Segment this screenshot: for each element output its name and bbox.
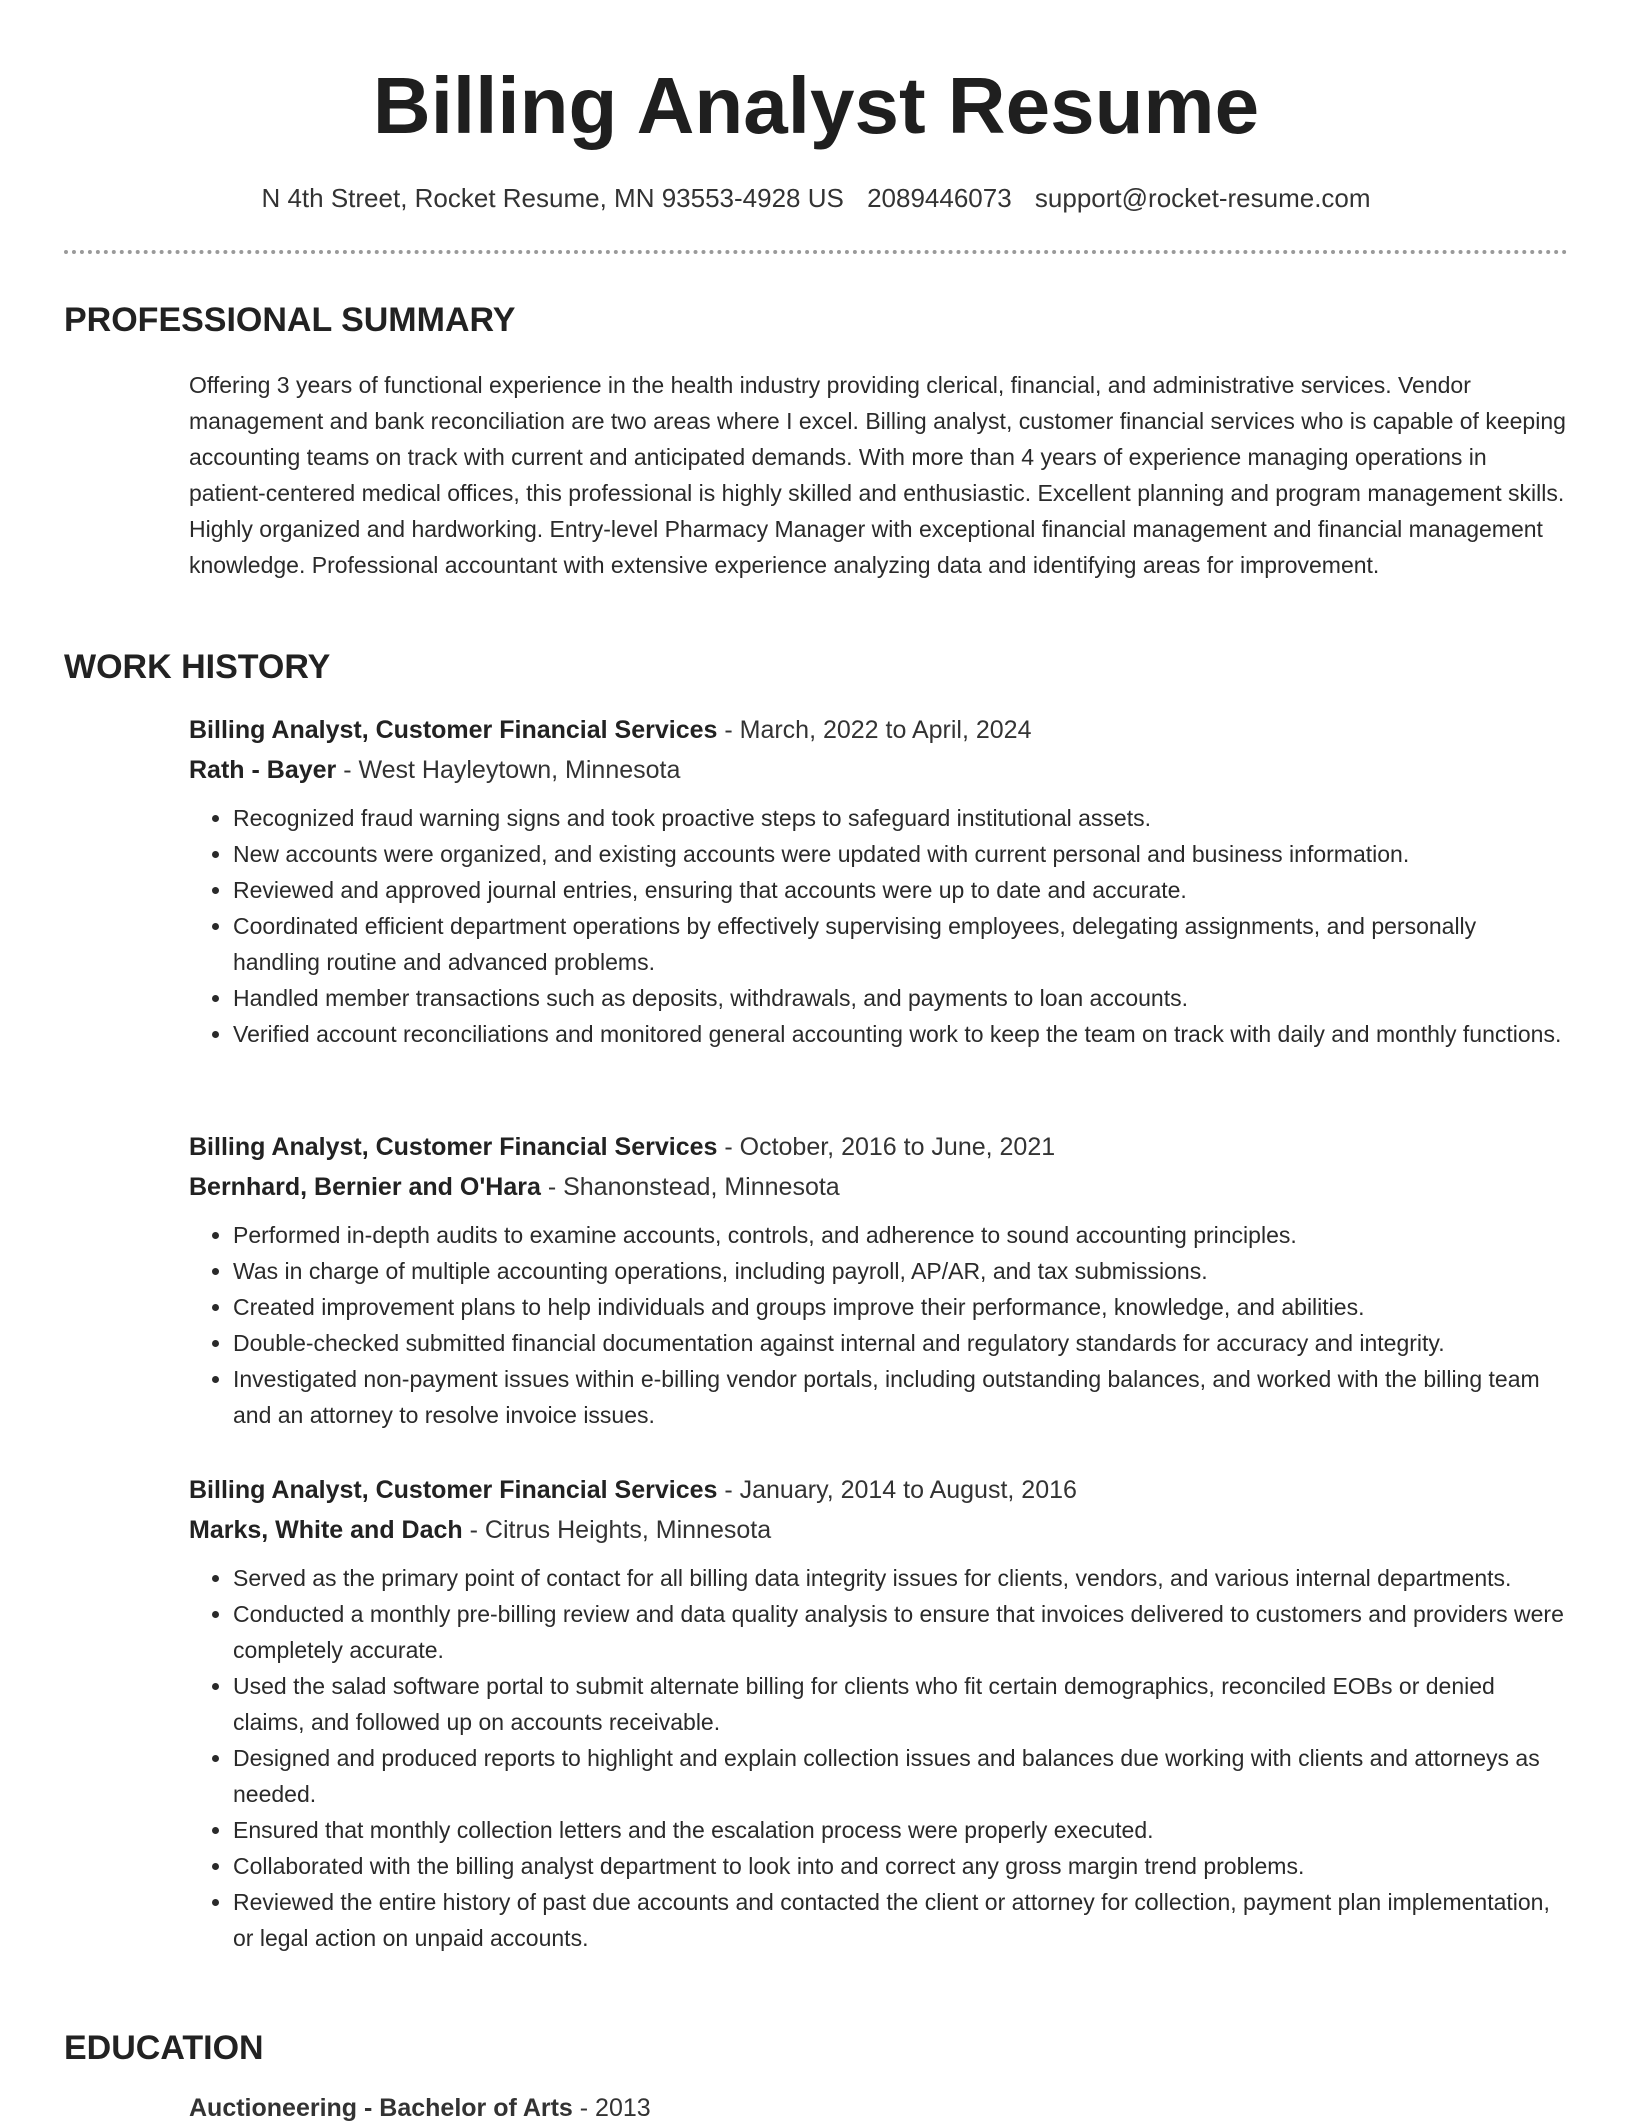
job-bullet: • Recognized fraud warning signs and took proactive steps to safeguard institutional assets. <box>233 800 1569 836</box>
job-bullets <box>189 800 1569 1052</box>
job-bullet: • Verified account reconciliations and monitored general accounting work to keep the team on track with daily and monthly functions. <box>233 1016 1569 1052</box>
education-entry <box>189 2088 651 2128</box>
job-title: Billing Analyst, Customer Financial Services <box>189 716 718 744</box>
education-year: - 2013 <box>572 2094 651 2122</box>
job-title-line <box>189 1127 1569 1167</box>
summary-text: Offering 3 years of functional experience in the health industry providing clerical, financial, and administrative services. Vendor management and bank reconciliation are two areas where I excel. Billing analyst, customer financial services who is capable of keeping accounting teams on track with current and anticipated demands. With more than 4 years of experience managing operations in patient-centered medical offices, this professional is highly skilled and enthusiastic. Excellent planning and program management skills. Highly organized and hardworking. Entry-level Pharmacy Manager with exceptional financial management and financial management knowledge. Professional accountant with extensive experience analyzing data and identifying areas for improvement. <box>189 372 1566 578</box>
job-title-line <box>189 1470 1569 1510</box>
job-bullet: • Served as the primary point of contact for all billing data integrity issues for clients, vendors, and various internal departments. <box>233 1560 1569 1596</box>
contact-phone: 2089446073 <box>867 183 1012 213</box>
job-bullet: • Handled member transactions such as deposits, withdrawals, and payments to loan accounts. <box>233 980 1569 1016</box>
job-dates: - October, 2016 to June, 2021 <box>717 1133 1056 1161</box>
job-bullet: • Collaborated with the billing analyst department to look into and correct any gross margin trend problems. <box>233 1848 1569 1884</box>
job-location: - Shanonstead, Minnesota <box>540 1173 840 1201</box>
job-bullet: • Used the salad software portal to submit alternate billing for clients who fit certain demographics, reconciled EOBs or denied claims, and followed up on accounts receivable. <box>233 1668 1569 1740</box>
job-bullet: • Investigated non-payment issues within e-billing vendor portals, including outstanding balances, and worked with the billing team and an attorney to resolve invoice issues. <box>233 1361 1569 1433</box>
job-location: - West Hayleytown, Minnesota <box>336 756 681 784</box>
contact-line <box>0 178 1632 218</box>
job-bullet: • New accounts were organized, and existing accounts were updated with current personal and business information. <box>233 836 1569 872</box>
job-title: Billing Analyst, Customer Financial Services <box>189 1133 718 1161</box>
job-location: - Citrus Heights, Minnesota <box>462 1516 772 1544</box>
job-entry <box>189 1470 1569 1956</box>
job-entry <box>189 1127 1569 1433</box>
job-company-line <box>189 1510 1569 1550</box>
job-bullet: • Designed and produced reports to highlight and explain collection issues and balances due working with clients and attorneys as needed. <box>233 1740 1569 1812</box>
summary-heading: PROFESSIONAL SUMMARY <box>64 301 516 339</box>
education-title: Auctioneering - Bachelor of Arts <box>189 2094 573 2122</box>
job-company: Marks, White and Dach <box>189 1516 463 1544</box>
job-company: Rath - Bayer <box>189 756 337 784</box>
resume-title: Billing Analyst Resume <box>372 61 1260 150</box>
job-company-line <box>189 750 1569 790</box>
job-bullet: • Reviewed and approved journal entries, ensuring that accounts were up to date and accurate. <box>233 872 1569 908</box>
job-bullet: • Reviewed the entire history of past due accounts and contacted the client or attorney for collection, payment plan implementation, or legal action on unpaid accounts. <box>233 1884 1569 1956</box>
job-entry <box>189 710 1569 1052</box>
work-history-heading: WORK HISTORY <box>64 648 331 686</box>
contact-email: support@rocket-resume.com <box>1034 183 1371 213</box>
job-title-line <box>189 710 1569 750</box>
job-bullet: • Performed in-depth audits to examine accounts, controls, and adherence to sound accounting principles. <box>233 1217 1569 1253</box>
job-bullet: • Conducted a monthly pre-billing review and data quality analysis to ensure that invoices delivered to customers and providers were completely accurate. <box>233 1596 1569 1668</box>
job-company-line <box>189 1167 1569 1207</box>
education-heading: EDUCATION <box>64 2029 264 2067</box>
job-bullet: • Double-checked submitted financial documentation against internal and regulatory standards for accuracy and integrity. <box>233 1325 1569 1361</box>
contact-address: N 4th Street, Rocket Resume, MN 93553-4928 US <box>261 183 844 213</box>
job-dates: - March, 2022 to April, 2024 <box>717 716 1032 744</box>
job-bullet: • Coordinated efficient department operations by effectively supervising employees, delegating assignments, and personally handling routine and advanced problems. <box>233 908 1569 980</box>
job-bullets <box>189 1560 1569 1956</box>
job-bullet: • Ensured that monthly collection letters and the escalation process were properly executed. <box>233 1812 1569 1848</box>
job-bullets <box>189 1217 1569 1433</box>
job-dates: - January, 2014 to August, 2016 <box>717 1476 1077 1504</box>
header-divider <box>64 250 1568 254</box>
job-bullet: • Created improvement plans to help individuals and groups improve their performance, knowledge, and abilities. <box>233 1289 1569 1325</box>
job-bullet: • Was in charge of multiple accounting operations, including payroll, AP/AR, and tax submissions. <box>233 1253 1569 1289</box>
job-title: Billing Analyst, Customer Financial Services <box>189 1476 718 1504</box>
job-company: Bernhard, Bernier and O'Hara <box>189 1173 541 1201</box>
